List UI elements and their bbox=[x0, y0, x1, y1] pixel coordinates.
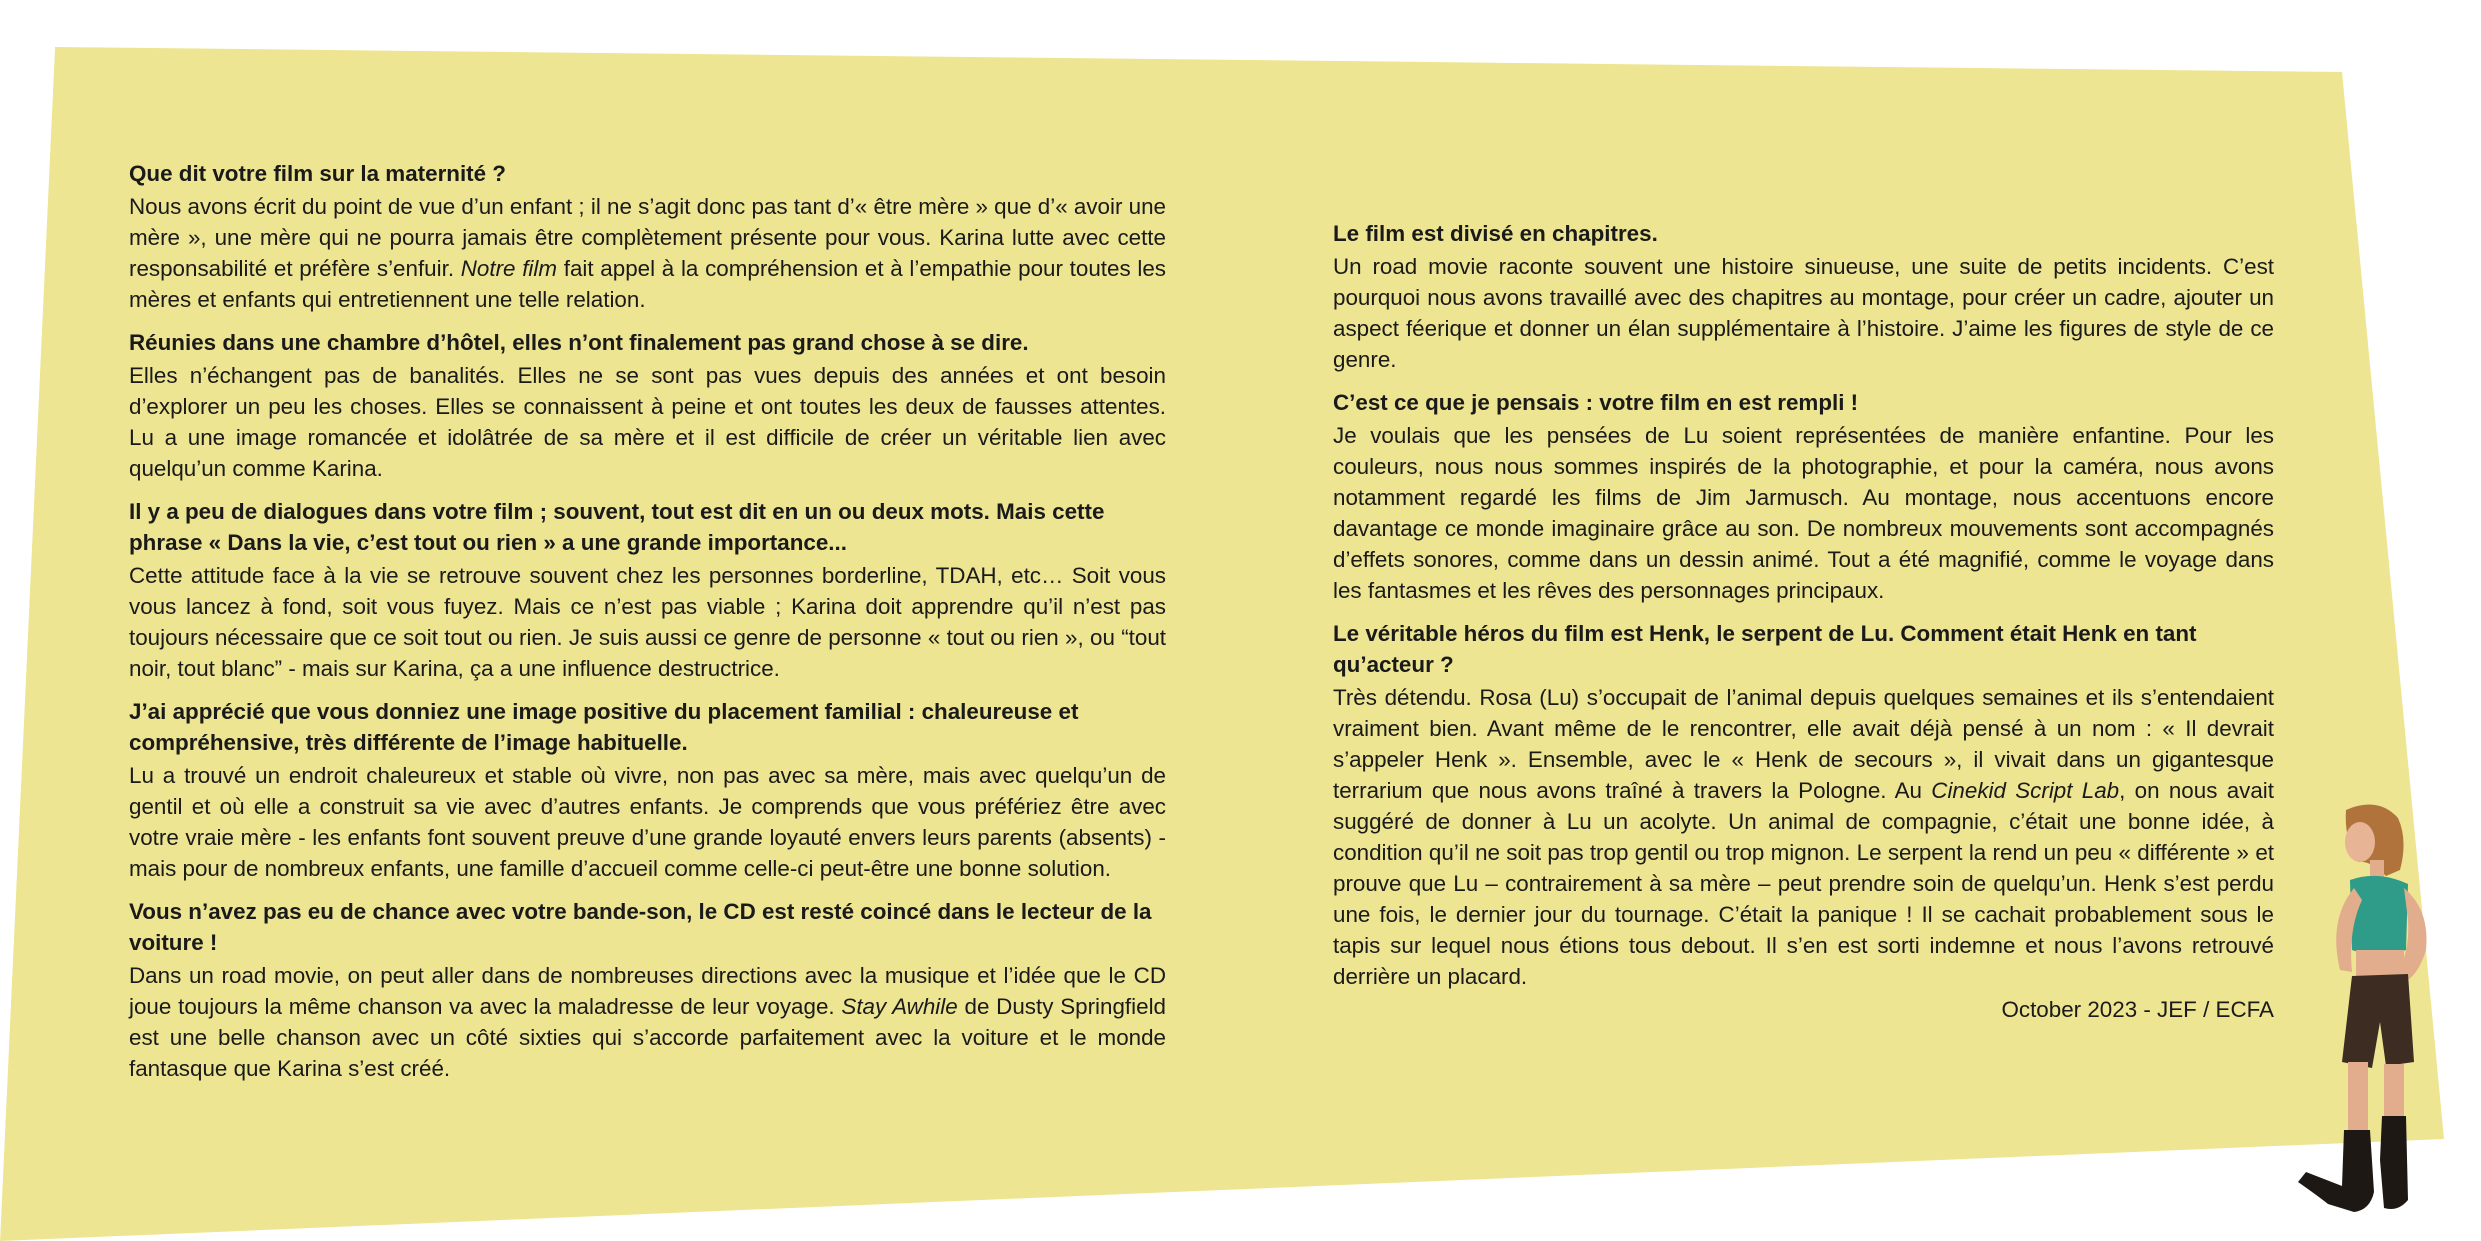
girl-leg-right bbox=[2384, 1064, 2404, 1124]
girl-neck bbox=[2370, 860, 2384, 878]
question-1: Que dit votre film sur la maternité ? bbox=[129, 161, 506, 186]
answer-4: Lu a trouvé un endroit chaleureux et stable où vivre, non pas avec sa mère, mais avec quelqu’un de gentil et où elle a construit sa vie avec d’autres enfants. Je comprends que vous préfériez être avec votre vraie mère - les enfants font souvent preuve d’une grande loyauté envers leurs parents (absents) - mais pour de nombreux enfants, une famille d’accueil comme celle-ci peut-être une bonne solution. bbox=[129, 763, 1166, 881]
answer-2: Elles n’échangent pas de banalités. Elles ne se sont pas vues depuis des années et ont besoin d’explorer un peu les choses. Elles se connaissent à peine et ont toutes les deux de fausses attentes. Lu a une image romancée et idolâtrée de sa mère et il est difficile de créer un véritable lien avec quelqu’un comme Karina. bbox=[129, 363, 1166, 481]
question-6: Le film est divisé en chapitres. bbox=[1333, 221, 1658, 246]
girl-top bbox=[2350, 876, 2408, 955]
question-4: J’ai apprécié que vous donniez une image positive du placement familial : chaleureuse et compréhensive, très différente de l’image habituelle. bbox=[129, 699, 1079, 755]
left-column bbox=[129, 158, 1166, 1096]
girl-shorts bbox=[2342, 974, 2414, 1068]
girl-figure-illustration bbox=[2258, 800, 2468, 1220]
question-2: Réunies dans une chambre d’hôtel, elles n’ont finalement pas grand chose à se dire. bbox=[129, 330, 1029, 355]
girl-face bbox=[2345, 822, 2375, 862]
question-8: Le véritable héros du film est Henk, le serpent de Lu. Comment était Henk en tant qu’acteur ? bbox=[1333, 621, 2197, 677]
question-7: C’est ce que je pensais : votre film en est rempli ! bbox=[1333, 390, 1859, 415]
answer-7: Je voulais que les pensées de Lu soient représentées de manière enfantine. Pour les couleurs, nous nous sommes inspirés de la photographie, et pour la caméra, nous avons notamment regardé les films de Jim Jarmusch. Au montage, nous accentuons encore davantage ce monde imaginaire grâce au son. De nombreux mouvements sont accompagnés d’effets sonores, comme dans un dessin animé. Tout a été magnifié, comme le voyage dans les fantasmes et les rêves des personnages principaux. bbox=[1333, 423, 2274, 603]
girl-boot-left bbox=[2298, 1130, 2374, 1212]
answer-5: Dans un road movie, on peut aller dans de nombreuses directions avec la musique et l’idée que le CD joue toujours la même chanson va avec la maladresse de leur voyage. Stay Awhile de Dusty Springfield est une belle chanson avec un côté sixties qui s’accorde parfaitement avec la voiture et le monde fantasque que Karina s’est créé. bbox=[129, 963, 1166, 1081]
question-3: Il y a peu de dialogues dans votre film ; souvent, tout est dit en un ou deux mots. Mais cette phrase « Dans la vie, c’est tout ou rien » a une grande importance... bbox=[129, 499, 1105, 555]
answer-6: Un road movie raconte souvent une histoire sinueuse, une suite de petits incidents. C’est pourquoi nous avons travaillé avec des chapitres au montage, pour créer un cadre, ajouter un aspect féerique et donner un élan supplémentaire à l’histoire. J’aime les figures de style de ce genre. bbox=[1333, 254, 2274, 372]
right-column bbox=[1333, 218, 2274, 1025]
signature: October 2023 - JEF / ECFA bbox=[2001, 997, 2274, 1022]
question-5: Vous n’avez pas eu de chance avec votre bande-son, le CD est resté coincé dans le lecteur de la voiture ! bbox=[129, 899, 1152, 955]
girl-midriff bbox=[2356, 950, 2404, 978]
answer-8: Très détendu. Rosa (Lu) s’occupait de l’animal depuis quelques semaines et ils s’entendaient vraiment bien. Avant même de le rencontrer, elle avait déjà pensé à un nom : « Il devrait s’appeler Henk ». Ensemble, avec le « Henk de secours », il vivait dans un gigantesque terrarium que nous avons traîné à travers la Pologne. Au Cinekid Script Lab, on nous avait suggéré de donner à Lu un acolyte. Un animal de compagnie, c’était une bonne idée, à condition qu’il ne soit pas trop gentil ou trop mignon. Le serpent la rend un peu « différente » et prouve que Lu – contrairement à sa mère – peut prendre soin de quelqu’un. Henk s’est perdu une fois, le dernier jour du tournage. C’était la panique ! Il se cachait probablement sous le tapis sur lequel nous étions tous debout. Il s’en est sorti indemne et nous l’avons retrouvé derrière un placard. bbox=[1333, 685, 2274, 989]
girl-boot-right bbox=[2380, 1116, 2408, 1209]
answer-1: Nous avons écrit du point de vue d’un enfant ; il ne s’agit donc pas tant d’« être mère » que d’« avoir une mère », une mère qui ne pourra jamais être complètement présente pour vous. Karina lutte avec cette responsabilité et préfère s’enfuir. Notre film fait appel à la compréhension et à l’empathie pour toutes les mères et enfants qui entretiennent une telle relation. bbox=[129, 194, 1166, 312]
answer-3: Cette attitude face à la vie se retrouve souvent chez les personnes borderline, TDAH, etc… Soit vous vous lancez à fond, soit vous fuyez. Mais ce n’est pas viable ; Karina doit apprendre qu’il n’est pas toujours nécessaire que ce soit tout ou rien. Je suis aussi ce genre de personne « tout ou rien », ou “tout noir, tout blanc” - mais sur Karina, ça a une influence destructrice. bbox=[129, 563, 1166, 681]
